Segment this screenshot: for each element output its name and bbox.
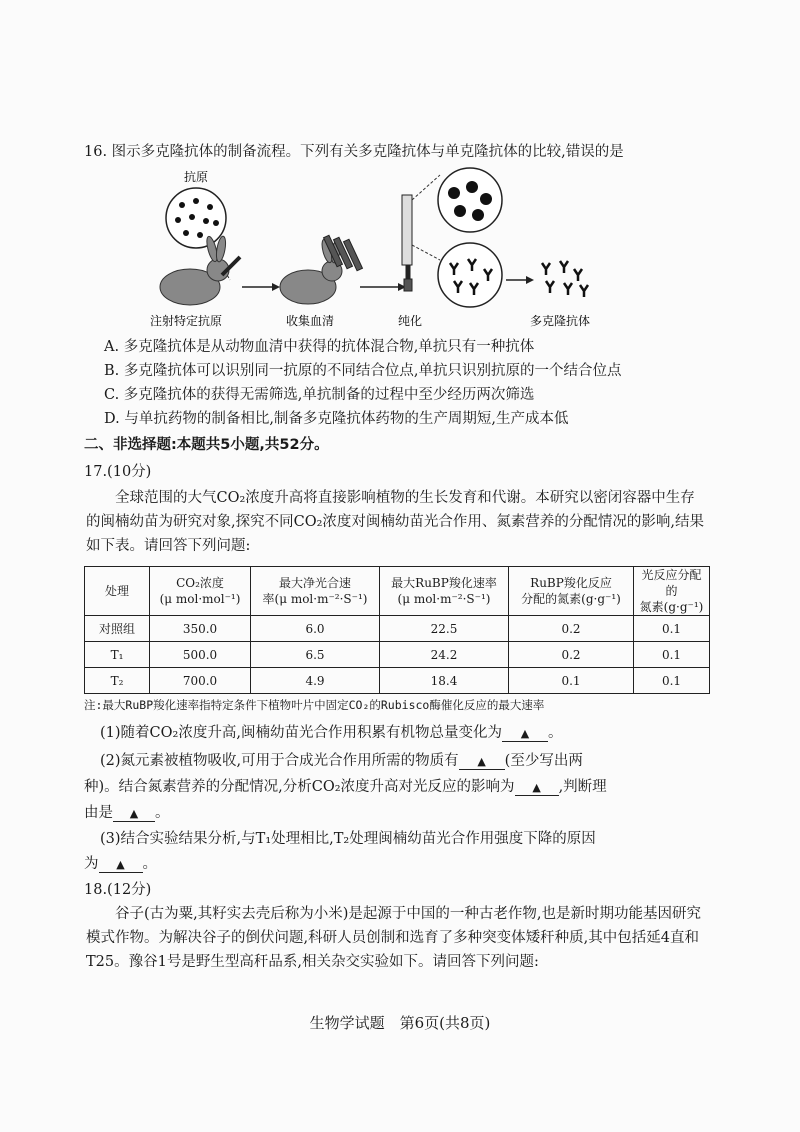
answer-blank[interactable]: ▲ (459, 755, 505, 770)
table-cell: 700.0 (150, 668, 251, 694)
answer-blank[interactable]: ▲ (515, 781, 559, 796)
antibody-figure (150, 165, 620, 335)
polyclonal-antibody-glyphs (542, 261, 588, 297)
q18-intro: 谷子(古为粟,其籽实去壳后称为小米)是起源于中国的一种古老作物,也是新时期功能基因研究模式作物。为解决谷子的倒伏问题,科研人员创制和选育了多种突变体矮秆种质,其中包括延4直和T25。豫谷1号是野生型高秆品系,相关杂交实验如下。请回答下列问题: (86, 906, 702, 970)
antibody-circle (438, 243, 502, 307)
q16-option-a: A. 多克隆抗体是从动物血清中获得的抗体混合物,单抗只有一种抗体 (104, 339, 535, 355)
th-light-nitrogen: 光反应分配的 氮素(g·g⁻¹) (634, 567, 710, 616)
table-cell: 0.1 (634, 642, 710, 668)
th-rubp-rate: 最大RuBP羧化速率 (μ mol·m⁻²·S⁻¹) (380, 567, 509, 616)
page-footer: 生物学试题 第6页(共8页) (309, 1014, 491, 1032)
table-cell: 500.0 (150, 642, 251, 668)
q17-data-table (84, 566, 710, 694)
q17-sub3-line1: (3)结合实验结果分析,与T₁处理相比,T₂处理闽楠幼苗光合作用强度下降的原因 (100, 831, 596, 847)
q16-option-b: B. 多克隆抗体可以识别同一抗原的不同结合位点,单抗只识别抗原的一个结合位点 (104, 363, 622, 379)
q17-header: 17.(10分) (84, 464, 152, 480)
q17-sub1: (1)随着CO₂浓度升高,闽楠幼苗光合作用积累有机物总量变化为 ▲ 。 (100, 725, 563, 741)
purification-column-icon (402, 195, 412, 291)
table-cell: T₁ (85, 642, 150, 668)
step2-label: 收集血清 (286, 314, 335, 328)
section-heading: 二、非选择题:本题共5小题,共52分。 (84, 437, 329, 453)
answer-blank[interactable]: ▲ (502, 727, 548, 742)
table-cell: 4.9 (251, 668, 380, 694)
q16-option-d: D. 与单抗药物的制备相比,制备多克隆抗体药物的生产周期短,生产成本低 (104, 411, 569, 427)
antigen-label: 抗原 (184, 170, 209, 184)
th-rubp-nitrogen: RuBP羧化反应 分配的氮素(g·g⁻¹) (509, 567, 634, 616)
q17-sub2-line3: 由是 ▲ 。 (84, 805, 170, 821)
step3-label: 纯化 (398, 314, 423, 328)
q17-intro: 全球范围的大气CO₂浓度升高将直接影响植物的生长发育和代谢。本研究以密闭容器中生存的闽楠幼苗为研究对象,探究不同CO₂浓度对闽楠幼苗光合作用、氮素营养的分配情况的影响,结果如下表。请回答下列问题: (86, 490, 705, 554)
step4-label: 多克隆抗体 (530, 314, 591, 328)
table-cell: 350.0 (150, 616, 251, 642)
antigen-circle (166, 188, 226, 248)
q17-sub3-line2: 为 ▲ 。 (84, 856, 157, 872)
q16-option-c: C. 多克隆抗体的获得无需筛选,单抗制备的过程中至少经历两次筛选 (104, 387, 535, 403)
answer-blank[interactable]: ▲ (113, 807, 155, 822)
q16-stem: 16. 图示多克隆抗体的制备流程。下列有关多克隆抗体与单克隆抗体的比较,错误的是 (84, 144, 624, 160)
table-row (85, 668, 710, 694)
table-cell: 对照组 (85, 616, 150, 642)
step1-label: 注射特定抗原 (150, 314, 223, 328)
answer-blank[interactable]: ▲ (99, 858, 143, 873)
q17-sub2-line2: 种)。结合氮素营养的分配情况,分析CO₂浓度升高对光反应的影响为 ▲ ,判断理 (84, 779, 607, 795)
table-cell: 0.2 (509, 616, 634, 642)
th-treatment: 处理 (85, 567, 150, 616)
table-row (85, 616, 710, 642)
q18-header: 18.(12分) (84, 882, 152, 898)
table-row (85, 642, 710, 668)
table-cell: 6.5 (251, 642, 380, 668)
table-cell: 0.2 (509, 642, 634, 668)
th-net-photosynthesis: 最大净光合速 率(μ mol·m⁻²·S⁻¹) (251, 567, 380, 616)
th-co2: CO₂浓度 (μ mol·mol⁻¹) (150, 567, 251, 616)
q17-table-note: 注:最大RuBP羧化速率指特定条件下植物叶片中固定CO₂的Rubisco酶催化反应的最大速率 (84, 698, 545, 712)
table-cell: 0.1 (509, 668, 634, 694)
table-cell: 0.1 (634, 616, 710, 642)
table-cell: 24.2 (380, 642, 509, 668)
table-cell: 6.0 (251, 616, 380, 642)
table-header-row (85, 567, 710, 616)
table-cell: 22.5 (380, 616, 509, 642)
table-cell: T₂ (85, 668, 150, 694)
mixture-circle (438, 168, 502, 232)
q17-sub2-line1: (2)氮元素被植物吸收,可用于合成光合作用所需的物质有 ▲ (至少写出两 (100, 753, 583, 769)
table-cell: 18.4 (380, 668, 509, 694)
table-cell: 0.1 (634, 668, 710, 694)
